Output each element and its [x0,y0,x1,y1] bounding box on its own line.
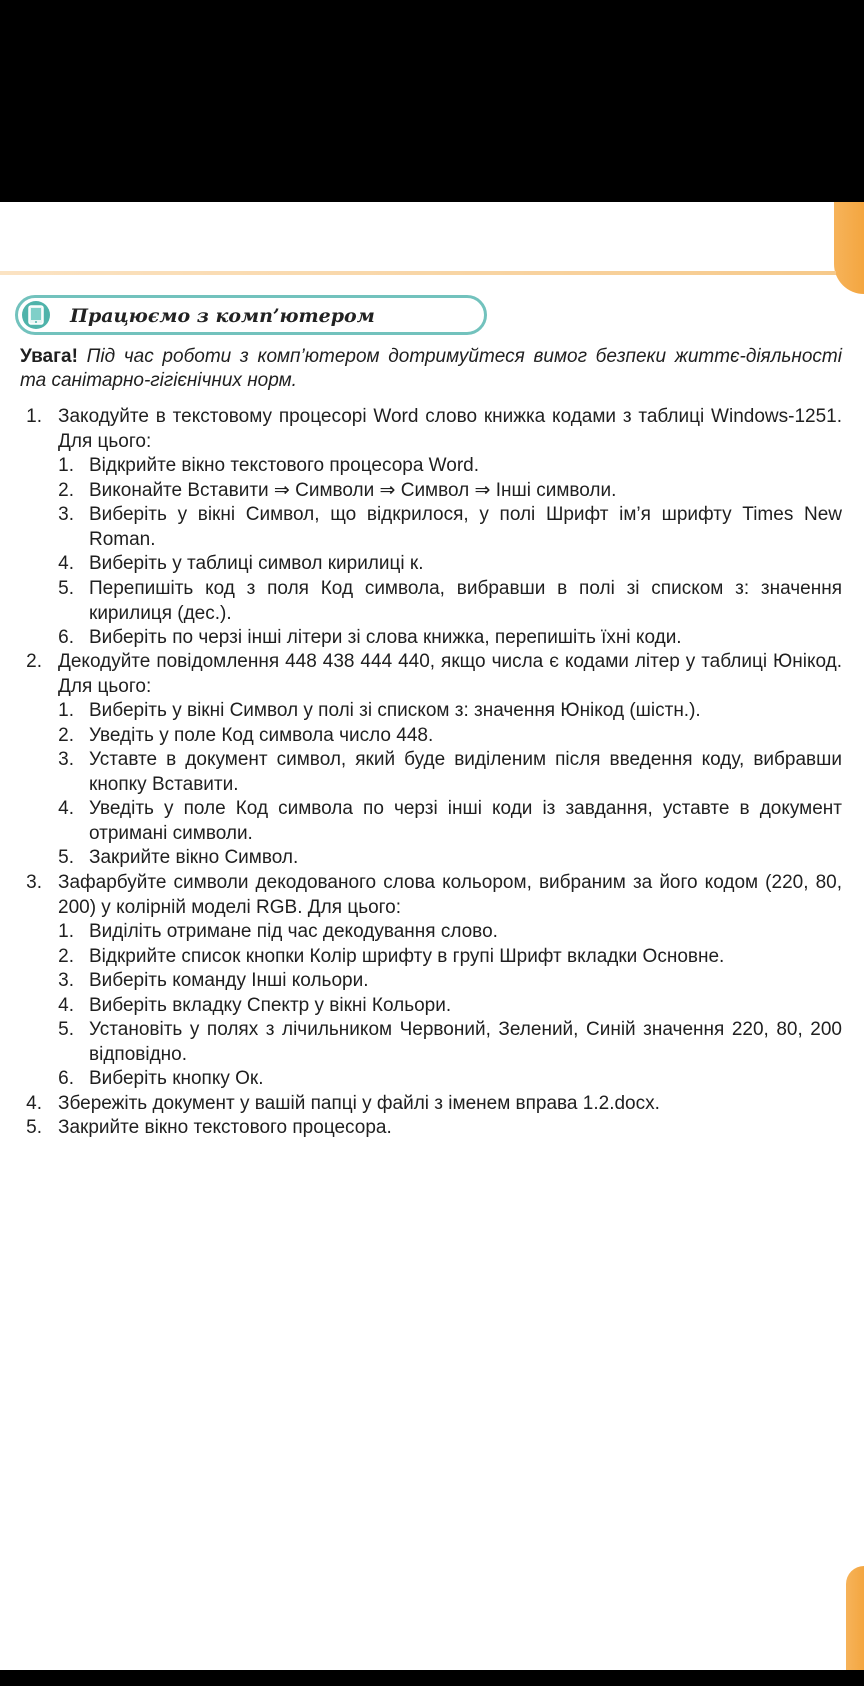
step-number: 3. [58,749,74,770]
task-number: 5. [26,1117,42,1138]
step-number: 4. [58,798,74,819]
warning-text: Під час роботи з комп’ютером дотримуйтеся вимог безпеки життє-діяльності та санітарно-гігієнічних норм. [20,346,842,391]
step-number: 6. [58,627,74,648]
step-text: Відкрийте список кнопки Колір шрифту в групі Шрифт вкладки Основне. [89,946,725,967]
step-number: 1. [58,700,74,721]
page-edge-tab-bottom [846,1566,864,1670]
step-number: 5. [58,1019,74,1040]
top-black-bar [0,0,864,202]
step-text: Виберіть кнопку Ок. [89,1068,264,1089]
step-text: Виберіть у вікні Символ у полі зі списком з: значення Юнікод (шістн.). [89,700,701,721]
step-text: Установіть у полях з лічильником Червоний, Зелений, Синій значення 220, 80, 200 відповідно. [89,1019,842,1065]
step-number: 1. [58,921,74,942]
step-number: 2. [58,480,74,501]
step-number: 6. [58,1068,74,1089]
page-edge-tab [834,202,864,294]
section-banner [15,295,487,335]
step-text: Виберіть команду Інші кольори. [89,970,369,991]
task-number: 4. [26,1093,42,1114]
step-text: Відкрийте вікно текстового процесора Word. [89,455,480,476]
step-number: 2. [58,725,74,746]
step-text: Закрийте вікно Символ. [89,847,299,868]
step-number: 1. [58,455,74,476]
warning-label: Увага! [20,346,78,367]
task-text: Збережіть документ у вашій папці у файлі з іменем вправа 1.2.docx. [58,1093,660,1114]
step-text: Уведіть у поле Код символа число 448. [89,725,434,746]
step-number: 5. [58,578,74,599]
step-text: Уведіть у поле Код символа по черзі інші коди із завдання, уставте в документ отримані символи. [89,798,842,844]
step-number: 3. [58,970,74,991]
step-number: 4. [58,995,74,1016]
step-number: 4. [58,553,74,574]
task-number: 2. [26,651,42,672]
step-text: Уставте в документ символ, який буде виділеним після введення коду, вибравши кнопку Вставити. [89,749,842,795]
step-text: Виконайте Вставити ⇒ Символи ⇒ Символ ⇒ Інші символи. [89,480,617,501]
task-text: Зафарбуйте символи декодованого слова кольором, вибраним за його кодом (220, 80, 200) у колірній моделі RGB. Для цього: [58,872,842,918]
step-number: 3. [58,504,74,525]
step-text: Виберіть у вікні Символ, що відкрилося, у полі Шрифт ім’я шрифту Times New Roman. [89,504,842,550]
bottom-black-bar [0,1670,864,1686]
task-number: 1. [26,406,42,427]
banner-title: Працюємо з комп’ютером [70,305,375,327]
step-text: Виберіть по черзі інші літери зі слова книжка, перепишіть їхні коди. [89,627,682,648]
step-text: Перепишіть код з поля Код символа, вибравши в полі зі списком з: значення кирилиця (дес.). [89,578,842,624]
step-number: 2. [58,946,74,967]
task-text: Закодуйте в текстовому процесорі Word слово книжка кодами з таблиці Windows-1251. Для цього: [58,406,842,452]
task-text: Декодуйте повідомлення 448 438 444 440, якщо числа є кодами літер у таблиці Юнікод. Для цього: [58,651,842,697]
header-rule [0,271,836,275]
warning-paragraph [20,345,842,393]
step-text: Виберіть у таблиці символ кирилиці к. [89,553,424,574]
step-text: Виділіть отримане під час декодування слово. [89,921,498,942]
tablet-icon [22,301,50,329]
step-number: 5. [58,847,74,868]
task-number: 3. [26,872,42,893]
task-text: Закрийте вікно текстового процесора. [58,1117,392,1138]
step-text: Виберіть вкладку Спектр у вікні Кольори. [89,995,452,1016]
